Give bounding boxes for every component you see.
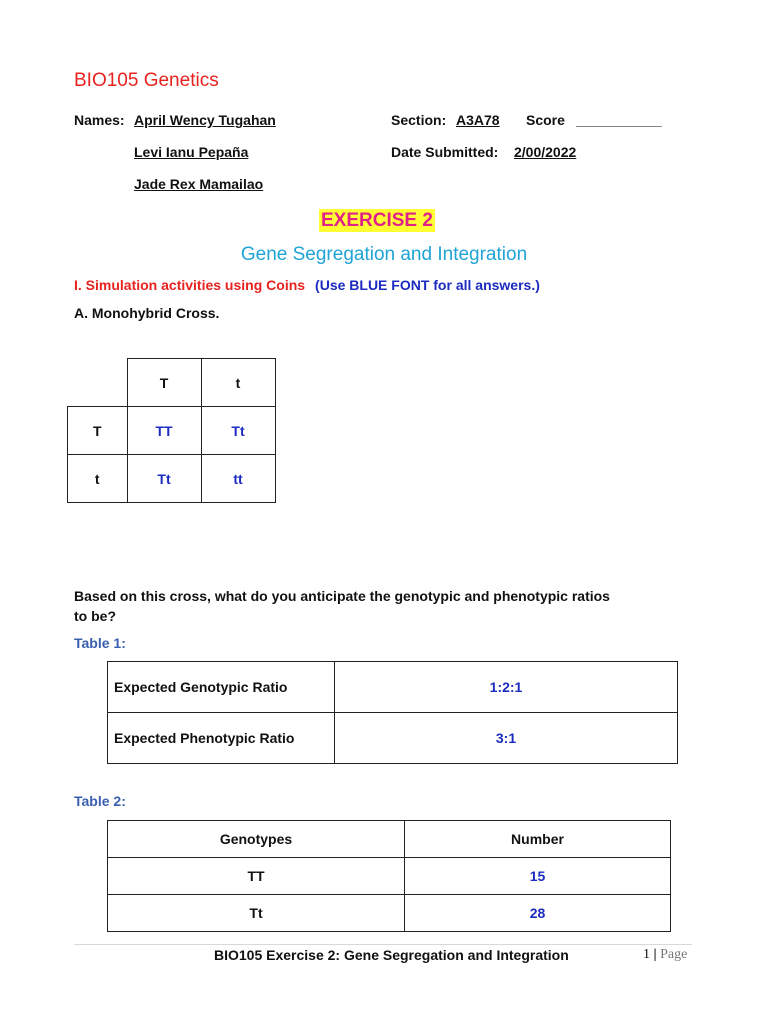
page-indicator xyxy=(643,947,687,963)
table1 xyxy=(107,661,678,764)
punnett-cell: tt xyxy=(201,455,275,503)
punnett-row-header: t xyxy=(68,455,128,503)
punnett-square xyxy=(67,358,276,503)
score-blank: ___________ xyxy=(576,112,662,128)
footer-text: BIO105 Exercise 2: Gene Segregation and Integration xyxy=(214,947,569,963)
table2 xyxy=(107,820,671,932)
punnett-col-header: t xyxy=(201,359,275,407)
section-value: A3A78 xyxy=(456,112,500,128)
page-number: 1 xyxy=(643,947,650,962)
table2-header: Number xyxy=(405,821,671,858)
question-line-1: Based on this cross, what do you anticipate the genotypic and phenotypic ratios xyxy=(74,588,610,604)
punnett-cell: Tt xyxy=(201,407,275,455)
table1-value: 3:1 xyxy=(335,713,678,764)
table2-number: 15 xyxy=(405,858,671,895)
part-a-heading: A. Monohybrid Cross. xyxy=(74,305,220,321)
table2-genotype: TT xyxy=(108,858,405,895)
section-heading xyxy=(74,277,540,293)
page-separator: | xyxy=(653,947,657,962)
names-label: Names: xyxy=(74,112,125,128)
punnett-cell: TT xyxy=(127,407,201,455)
punnett-row-header: T xyxy=(68,407,128,455)
table2-caption: Table 2: xyxy=(74,793,126,809)
exercise-subtitle: Gene Segregation and Integration xyxy=(240,244,528,265)
table1-value: 1:2:1 xyxy=(335,662,678,713)
table2-genotype: Tt xyxy=(108,895,405,932)
name-1: April Wency Tugahan xyxy=(134,112,276,128)
date-value: 2/00/2022 xyxy=(514,144,577,160)
section-label: Section: xyxy=(391,112,447,128)
table2-header: Genotypes xyxy=(108,821,405,858)
table1-label: Expected Genotypic Ratio xyxy=(108,662,335,713)
name-2: Levi Ianu Pepaña xyxy=(134,144,249,160)
page-label: Page xyxy=(660,947,688,962)
date-label: Date Submitted: xyxy=(391,144,499,160)
table1-label: Expected Phenotypic Ratio xyxy=(108,713,335,764)
exercise-title: EXERCISE 2 xyxy=(321,210,433,231)
section-note: (Use BLUE FONT for all answers.) xyxy=(315,277,540,293)
question-line-2: to be? xyxy=(74,608,116,624)
table1-caption: Table 1: xyxy=(74,635,126,651)
punnett-corner xyxy=(68,359,128,407)
table2-number: 28 xyxy=(405,895,671,932)
name-3: Jade Rex Mamailao xyxy=(134,176,264,192)
section-heading-text: I. Simulation activities using Coins xyxy=(74,277,306,293)
footer-divider xyxy=(74,944,692,945)
document-title: BIO105 Genetics xyxy=(74,70,219,91)
punnett-col-header: T xyxy=(127,359,201,407)
punnett-cell: Tt xyxy=(127,455,201,503)
score-label: Score xyxy=(526,112,565,128)
